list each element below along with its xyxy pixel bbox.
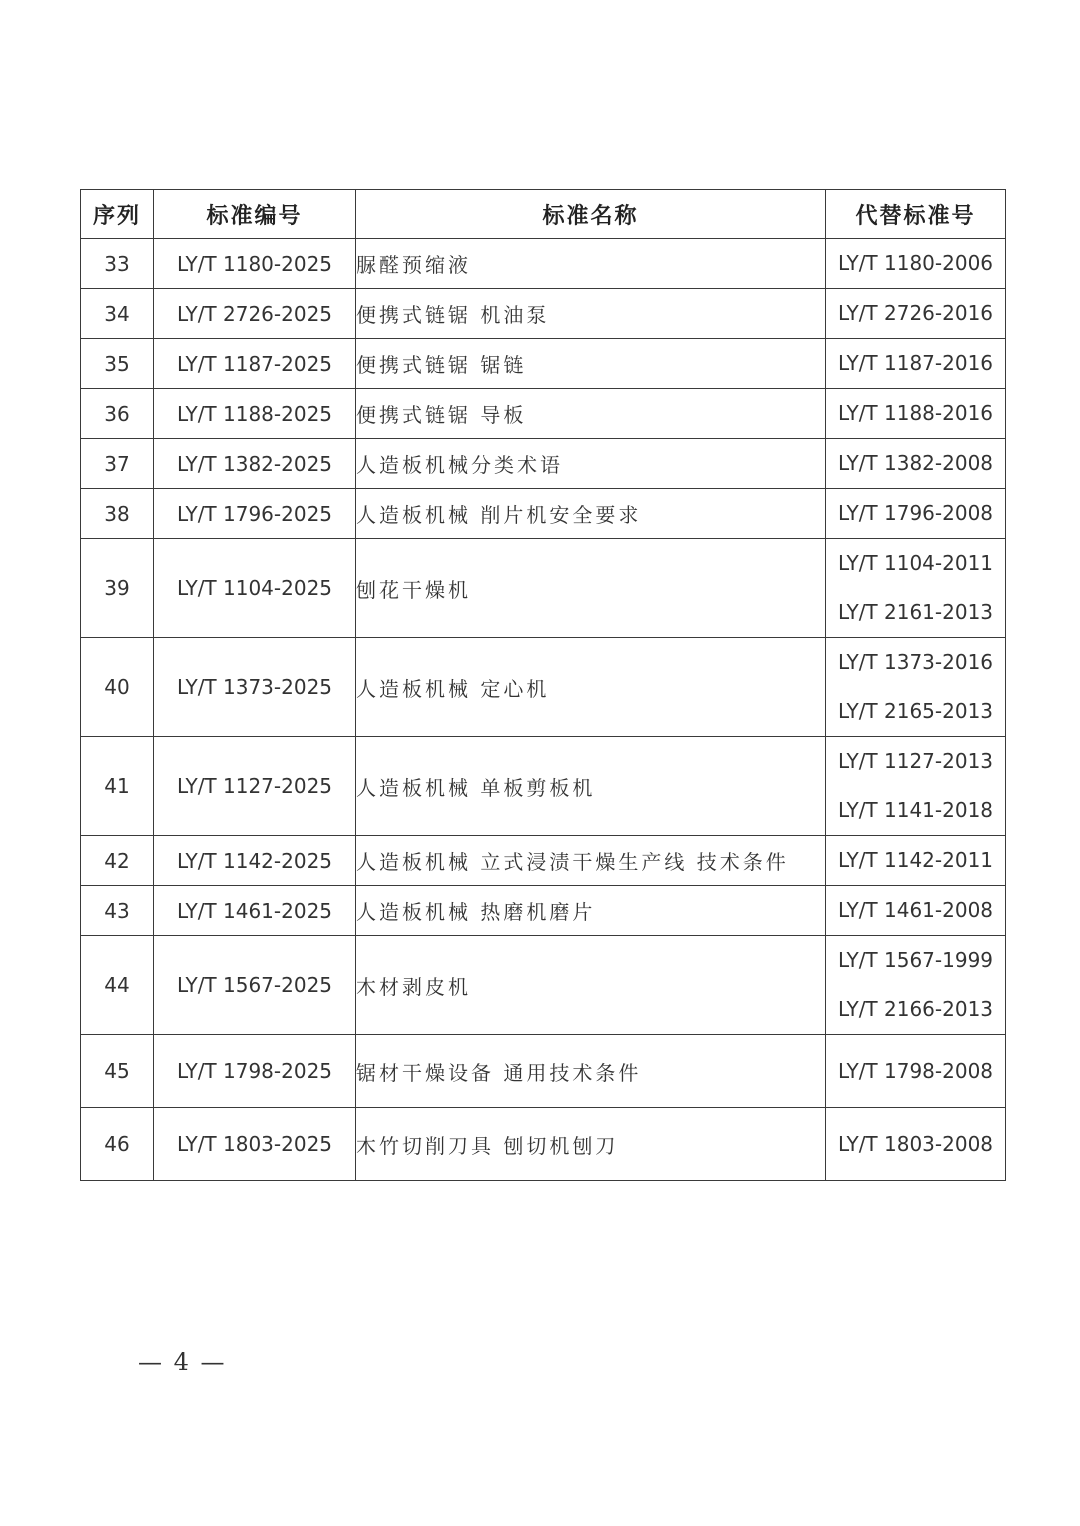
cell-name: 便携式链锯 导板 bbox=[356, 389, 826, 439]
cell-name: 人造板机械 削片机安全要求 bbox=[356, 489, 826, 539]
cell-name: 便携式链锯 锯链 bbox=[356, 339, 826, 389]
replaced-standard: LY/T 1798-2008 bbox=[837, 1058, 994, 1083]
replaced-standard: LY/T 2166-2013 bbox=[837, 997, 994, 1021]
cell-replaces bbox=[826, 439, 1006, 489]
replaced-standard: LY/T 1188-2016 bbox=[837, 401, 994, 425]
table-row bbox=[81, 489, 1006, 539]
table-row bbox=[81, 1035, 1006, 1108]
cell-replaces bbox=[826, 638, 1006, 737]
replaced-standard: LY/T 1104-2011 bbox=[837, 551, 994, 575]
cell-code: LY/T 1187-2025 bbox=[154, 339, 356, 389]
replaced-standard: LY/T 2165-2013 bbox=[837, 699, 994, 723]
cell-replaces bbox=[826, 1108, 1006, 1181]
cell-seq: 37 bbox=[81, 439, 154, 489]
cell-code: LY/T 1127-2025 bbox=[154, 737, 356, 836]
table-row bbox=[81, 239, 1006, 289]
table-row bbox=[81, 638, 1006, 737]
cell-name: 人造板机械分类术语 bbox=[356, 439, 826, 489]
replaced-standard: LY/T 1382-2008 bbox=[837, 451, 994, 475]
cell-seq: 33 bbox=[81, 239, 154, 289]
cell-code: LY/T 1104-2025 bbox=[154, 539, 356, 638]
replaced-standard: LY/T 1803-2008 bbox=[837, 1131, 994, 1156]
cell-name: 人造板机械 单板剪板机 bbox=[356, 737, 826, 836]
table-row bbox=[81, 539, 1006, 638]
replaced-standard: LY/T 1142-2011 bbox=[837, 848, 994, 872]
cell-name: 木竹切削刀具 刨切机刨刀 bbox=[356, 1108, 826, 1181]
header-replaces: 代替标准号 bbox=[826, 190, 1006, 239]
cell-code: LY/T 1567-2025 bbox=[154, 936, 356, 1035]
cell-name: 便携式链锯 机油泵 bbox=[356, 289, 826, 339]
cell-code: LY/T 1803-2025 bbox=[154, 1108, 356, 1181]
cell-name: 锯材干燥设备 通用技术条件 bbox=[356, 1035, 826, 1108]
cell-seq: 44 bbox=[81, 936, 154, 1035]
cell-replaces bbox=[826, 539, 1006, 638]
cell-seq: 39 bbox=[81, 539, 154, 638]
cell-seq: 42 bbox=[81, 836, 154, 886]
cell-replaces bbox=[826, 936, 1006, 1035]
cell-replaces bbox=[826, 339, 1006, 389]
replaced-standard: LY/T 1187-2016 bbox=[837, 351, 994, 375]
cell-replaces bbox=[826, 836, 1006, 886]
cell-seq: 35 bbox=[81, 339, 154, 389]
table-row bbox=[81, 936, 1006, 1035]
cell-name: 刨花干燥机 bbox=[356, 539, 826, 638]
cell-code: LY/T 1796-2025 bbox=[154, 489, 356, 539]
cell-seq: 40 bbox=[81, 638, 154, 737]
cell-seq: 34 bbox=[81, 289, 154, 339]
replaced-standard: LY/T 1373-2016 bbox=[837, 650, 994, 674]
cell-name: 木材剥皮机 bbox=[356, 936, 826, 1035]
replaced-standard: LY/T 1461-2008 bbox=[837, 898, 994, 922]
cell-name: 人造板机械 热磨机磨片 bbox=[356, 886, 826, 936]
cell-replaces bbox=[826, 489, 1006, 539]
cell-code: LY/T 1798-2025 bbox=[154, 1035, 356, 1108]
cell-seq: 41 bbox=[81, 737, 154, 836]
replaced-standard: LY/T 1127-2013 bbox=[837, 749, 994, 773]
cell-seq: 43 bbox=[81, 886, 154, 936]
table-row bbox=[81, 339, 1006, 389]
header-code: 标准编号 bbox=[154, 190, 356, 239]
table-row bbox=[81, 439, 1006, 489]
cell-name: 人造板机械 定心机 bbox=[356, 638, 826, 737]
cell-name: 脲醛预缩液 bbox=[356, 239, 826, 289]
cell-replaces bbox=[826, 289, 1006, 339]
replaced-standard: LY/T 1567-1999 bbox=[837, 948, 994, 972]
cell-code: LY/T 1461-2025 bbox=[154, 886, 356, 936]
table-row bbox=[81, 389, 1006, 439]
header-seq: 序列 bbox=[81, 190, 154, 239]
table-header-row bbox=[81, 190, 1006, 239]
replaced-standard: LY/T 2726-2016 bbox=[837, 301, 994, 325]
table-row bbox=[81, 289, 1006, 339]
standards-table bbox=[80, 189, 1006, 1181]
replaced-standard: LY/T 1180-2006 bbox=[837, 251, 994, 275]
cell-replaces bbox=[826, 239, 1006, 289]
cell-name: 人造板机械 立式浸渍干燥生产线 技术条件 bbox=[356, 836, 826, 886]
cell-seq: 45 bbox=[81, 1035, 154, 1108]
table-row bbox=[81, 737, 1006, 836]
cell-replaces bbox=[826, 1035, 1006, 1108]
cell-replaces bbox=[826, 886, 1006, 936]
cell-replaces bbox=[826, 389, 1006, 439]
cell-code: LY/T 1382-2025 bbox=[154, 439, 356, 489]
replaced-standard: LY/T 2161-2013 bbox=[837, 600, 994, 624]
table-row bbox=[81, 1108, 1006, 1181]
cell-seq: 46 bbox=[81, 1108, 154, 1181]
cell-seq: 36 bbox=[81, 389, 154, 439]
cell-code: LY/T 2726-2025 bbox=[154, 289, 356, 339]
table-row bbox=[81, 886, 1006, 936]
header-name: 标准名称 bbox=[356, 190, 826, 239]
cell-code: LY/T 1188-2025 bbox=[154, 389, 356, 439]
cell-code: LY/T 1180-2025 bbox=[154, 239, 356, 289]
cell-code: LY/T 1142-2025 bbox=[154, 836, 356, 886]
page-number: — 4 — bbox=[138, 1348, 227, 1376]
replaced-standard: LY/T 1796-2008 bbox=[837, 501, 994, 525]
cell-replaces bbox=[826, 737, 1006, 836]
replaced-standard: LY/T 1141-2018 bbox=[837, 798, 994, 822]
cell-seq: 38 bbox=[81, 489, 154, 539]
table-row bbox=[81, 836, 1006, 886]
cell-code: LY/T 1373-2025 bbox=[154, 638, 356, 737]
